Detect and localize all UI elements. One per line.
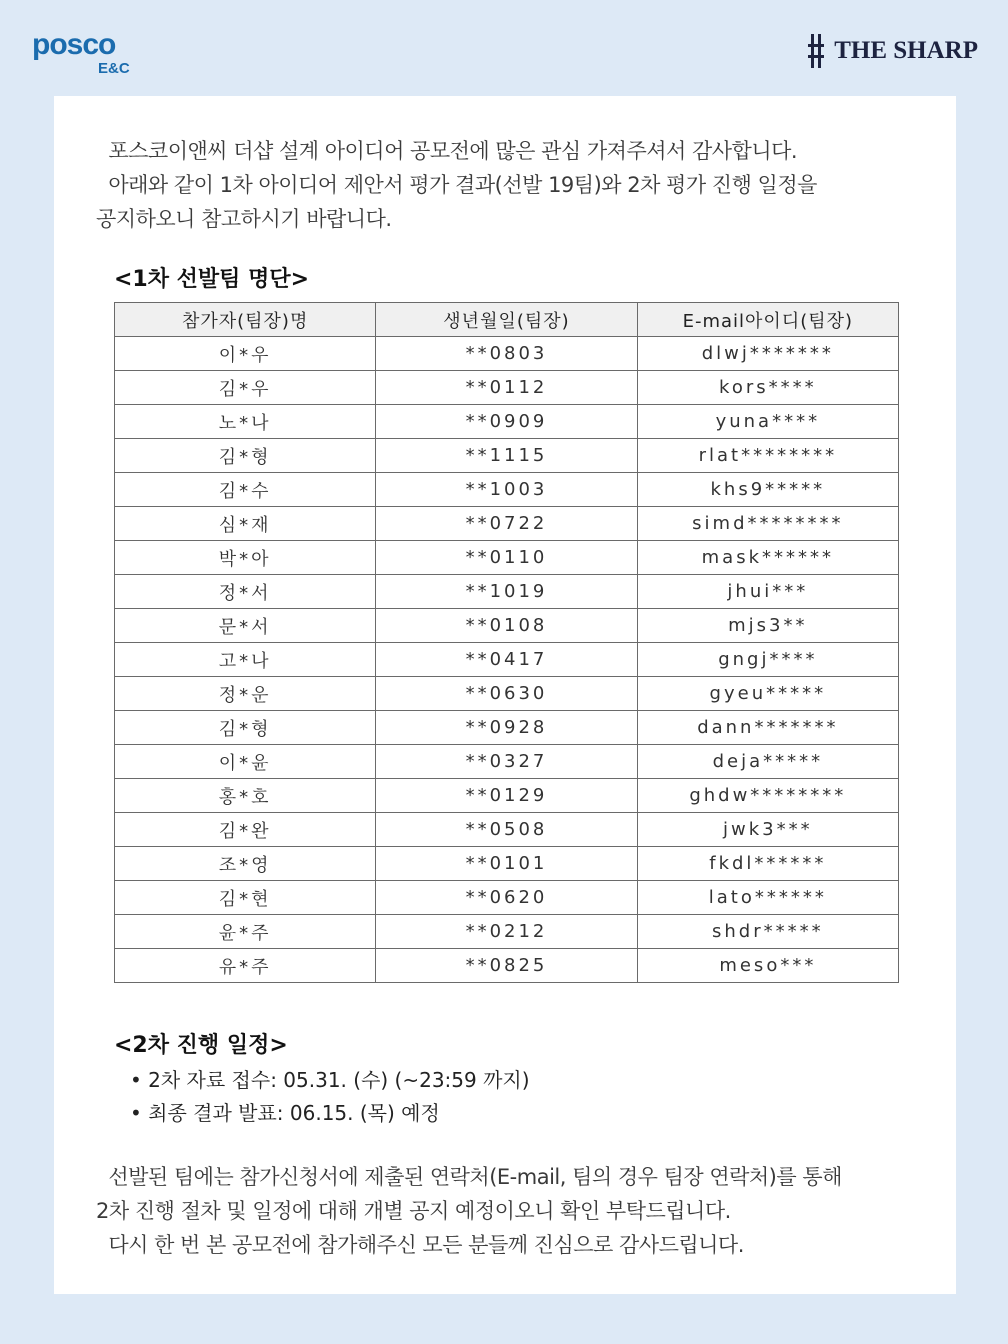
table-row [115,813,899,847]
table-row [115,439,899,473]
cell-name: 박*아 [115,541,376,575]
notice-card [54,96,956,1294]
cell-birthdate: **0417 [376,643,637,677]
cell-birthdate: **0108 [376,609,637,643]
cell-email: yuna**** [637,405,898,439]
table-row [115,507,899,541]
cell-name: 정*운 [115,677,376,711]
cell-email: ghdw******** [637,779,898,813]
intro-line: 아래와 같이 1차 아이디어 제안서 평가 결과(선발 19팀)와 2차 평가 진행 일정을 [96,173,817,197]
cell-name: 김*현 [115,881,376,915]
sharp-hash-icon [808,34,824,68]
cell-name: 이*우 [115,337,376,371]
table-row [115,779,899,813]
cell-email: gyeu***** [637,677,898,711]
cell-email: dlwj******* [637,337,898,371]
table-row [115,677,899,711]
cell-email: dann******* [637,711,898,745]
cell-name: 유*주 [115,949,376,983]
cell-birthdate: **0909 [376,405,637,439]
intro-line: 포스코이앤씨 더샵 설계 아이디어 공모전에 많은 관심 가져주셔서 감사합니다. [96,139,798,163]
cell-name: 윤*주 [115,915,376,949]
cell-email: fkdl****** [637,847,898,881]
cell-email: khs9***** [637,473,898,507]
cell-birthdate: **1003 [376,473,637,507]
cell-birthdate: **0825 [376,949,637,983]
table-row [115,745,899,779]
cell-name: 고*나 [115,643,376,677]
cell-email: simd******** [637,507,898,541]
cell-name: 김*수 [115,473,376,507]
cell-name: 심*재 [115,507,376,541]
cell-email: jhui*** [637,575,898,609]
the-sharp-logo-word: THE SHARP [834,37,978,64]
cell-name: 김*형 [115,711,376,745]
closing-paragraph [96,1160,916,1262]
table-row [115,915,899,949]
cell-name: 정*서 [115,575,376,609]
column-header-birthdate: 생년월일(팀장) [376,303,637,337]
cell-email: kors**** [637,371,898,405]
cell-birthdate: **0110 [376,541,637,575]
column-header-email: E-mail아이디(팀장) [637,303,898,337]
page-header [0,0,1008,96]
cell-birthdate: **1019 [376,575,637,609]
cell-birthdate: **0722 [376,507,637,541]
cell-email: lato****** [637,881,898,915]
cell-birthdate: **1115 [376,439,637,473]
cell-name: 문*서 [115,609,376,643]
closing-line: 선발된 팀에는 참가신청서에 제출된 연락처(E-mail, 팀의 경우 팀장 연락처)를 통해 [96,1165,842,1189]
cell-name: 김*우 [115,371,376,405]
posco-logo-word: posco [32,28,116,61]
cell-birthdate: **0327 [376,745,637,779]
selection-title: <1차 선발팀 명단> [114,267,310,292]
cell-birthdate: **0928 [376,711,637,745]
intro-paragraph [96,134,916,236]
cell-birthdate: **0620 [376,881,637,915]
cell-name: 김*완 [115,813,376,847]
table-row [115,847,899,881]
column-header-name: 참가자(팀장)명 [115,303,376,337]
table-row [115,337,899,371]
cell-birthdate: **0630 [376,677,637,711]
cell-email: meso*** [637,949,898,983]
cell-birthdate: **0112 [376,371,637,405]
table-row [115,711,899,745]
cell-email: gngj**** [637,643,898,677]
the-sharp-logo [808,34,978,68]
intro-line: 공지하오니 참고하시기 바랍니다. [96,207,392,231]
cell-birthdate: **0508 [376,813,637,847]
cell-name: 조*영 [115,847,376,881]
closing-line: 다시 한 번 본 공모전에 참가해주신 모든 분들께 진심으로 감사드립니다. [96,1233,744,1257]
table-row [115,609,899,643]
table-row [115,473,899,507]
posco-logo [32,30,142,78]
table-row [115,949,899,983]
selection-table [114,302,899,983]
cell-name: 김*형 [115,439,376,473]
cell-birthdate: **0803 [376,337,637,371]
cell-email: rlat******** [637,439,898,473]
table-row [115,541,899,575]
cell-birthdate: **0212 [376,915,637,949]
cell-email: mjs3** [637,609,898,643]
schedule-list [130,1064,530,1130]
schedule-item: • 2차 자료 접수: 05.31. (수) (~23:59 까지) [130,1068,530,1092]
table-row [115,643,899,677]
table-row [115,575,899,609]
cell-email: deja***** [637,745,898,779]
table-row [115,881,899,915]
cell-birthdate: **0129 [376,779,637,813]
cell-email: shdr***** [637,915,898,949]
cell-name: 노*나 [115,405,376,439]
selection-table-body [115,337,899,983]
cell-email: jwk3*** [637,813,898,847]
cell-email: mask****** [637,541,898,575]
table-row [115,405,899,439]
table-row [115,371,899,405]
cell-name: 이*윤 [115,745,376,779]
table-header-row [115,303,899,337]
cell-birthdate: **0101 [376,847,637,881]
schedule-item: • 최종 결과 발표: 06.15. (목) 예정 [130,1101,440,1125]
cell-name: 홍*호 [115,779,376,813]
schedule-title: <2차 진행 일정> [114,1033,288,1058]
posco-logo-sub: E&C [98,60,130,77]
closing-line: 2차 진행 절차 및 일정에 대해 개별 공지 예정이오니 확인 부탁드립니다. [96,1199,731,1223]
